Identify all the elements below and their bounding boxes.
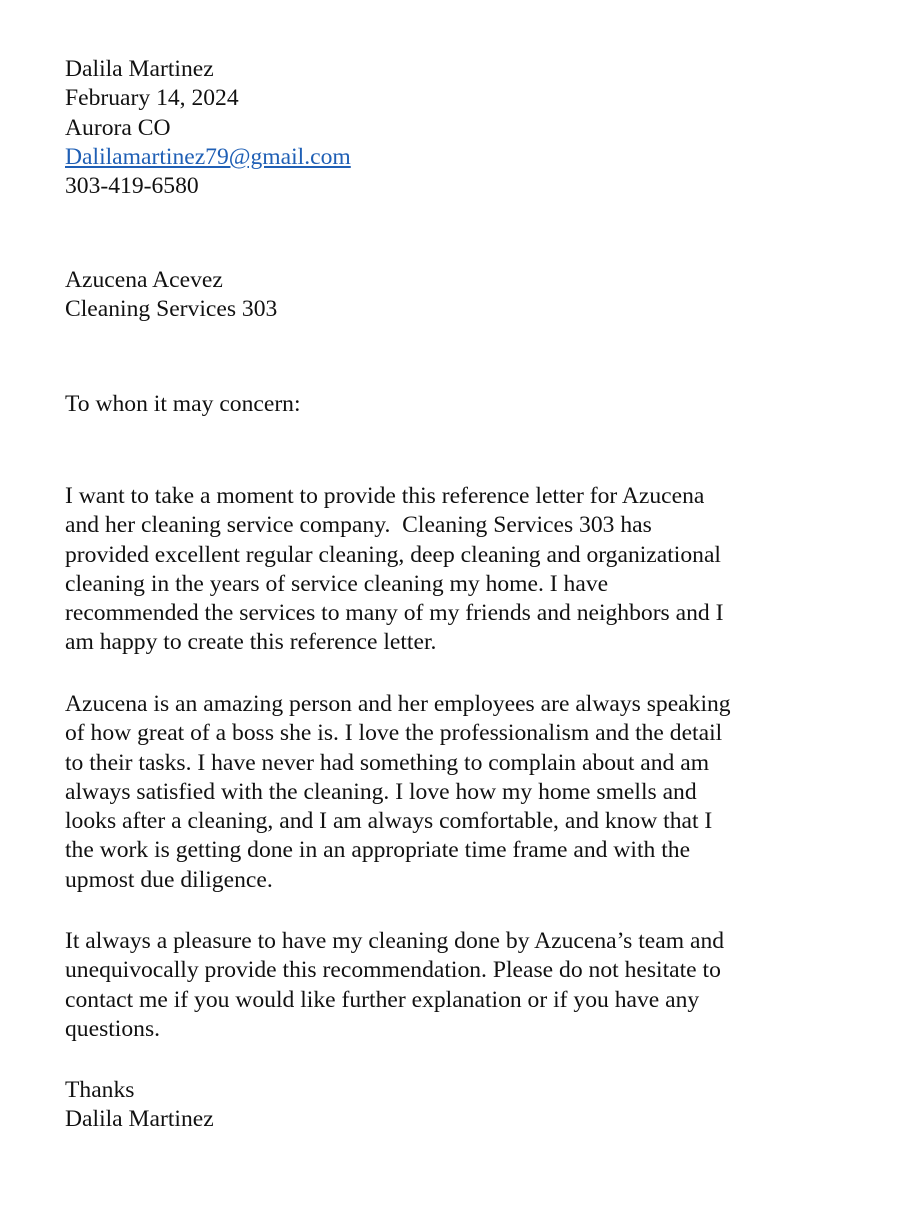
sender-phone: 303-419-6580 bbox=[65, 173, 199, 200]
salutation: To whon it may concern: bbox=[65, 391, 301, 417]
paragraph-line: cleaning in the years of service cleaning my home. I have bbox=[65, 570, 609, 597]
paragraph-line: to their tasks. I have never had something to complain about and am bbox=[65, 749, 710, 776]
paragraph-line: the work is getting done in an appropriate time frame and with the bbox=[65, 837, 691, 864]
recipient-block bbox=[65, 266, 277, 325]
paragraph-line: always satisfied with the cleaning. I love how my home smells and bbox=[65, 778, 697, 805]
paragraph-line: provided excellent regular cleaning, deep cleaning and organizational bbox=[65, 541, 721, 568]
paragraph-3 bbox=[65, 927, 724, 1044]
sender-block bbox=[65, 55, 351, 201]
paragraph-line: of how great of a boss she is. I love the professionalism and the detail bbox=[65, 720, 723, 747]
paragraph-2 bbox=[65, 690, 731, 895]
paragraph-line: Azucena is an amazing person and her employees are always speaking bbox=[65, 691, 731, 717]
paragraph-1 bbox=[65, 482, 723, 658]
sender-location: Aurora CO bbox=[65, 114, 171, 141]
paragraph-line: recommended the services to many of my friends and neighbors and I bbox=[65, 600, 724, 627]
paragraph-line: unequivocally provide this recommendation. Please do not hesitate to bbox=[65, 957, 721, 984]
paragraph-line: questions. bbox=[65, 1015, 161, 1042]
paragraph-line: am happy to create this reference letter. bbox=[65, 629, 437, 656]
paragraph-line: looks after a cleaning, and I am always comfortable, and know that I bbox=[65, 808, 713, 835]
paragraph-line: It always a pleasure to have my cleaning done by Azucena’s team and bbox=[65, 928, 725, 954]
paragraph-line: contact me if you would like further explanation or if you have any bbox=[65, 986, 700, 1013]
signature-name: Dalila Martinez bbox=[65, 1106, 214, 1133]
sender-name: Dalila Martinez bbox=[65, 56, 214, 82]
paragraph-line: upmost due diligence. bbox=[65, 866, 273, 893]
letter-date: February 14, 2024 bbox=[65, 85, 239, 112]
sender-email-link[interactable]: Dalilamartinez79@gmail.com bbox=[65, 143, 351, 170]
recipient-company: Cleaning Services 303 bbox=[65, 296, 278, 323]
closing: Thanks bbox=[65, 1077, 135, 1103]
paragraph-line: and her cleaning service company. Cleaning Services 303 has bbox=[65, 512, 652, 539]
recipient-name: Azucena Acevez bbox=[65, 267, 223, 293]
paragraph-line: I want to take a moment to provide this reference letter for Azucena bbox=[65, 483, 705, 509]
closing-block bbox=[65, 1076, 214, 1135]
